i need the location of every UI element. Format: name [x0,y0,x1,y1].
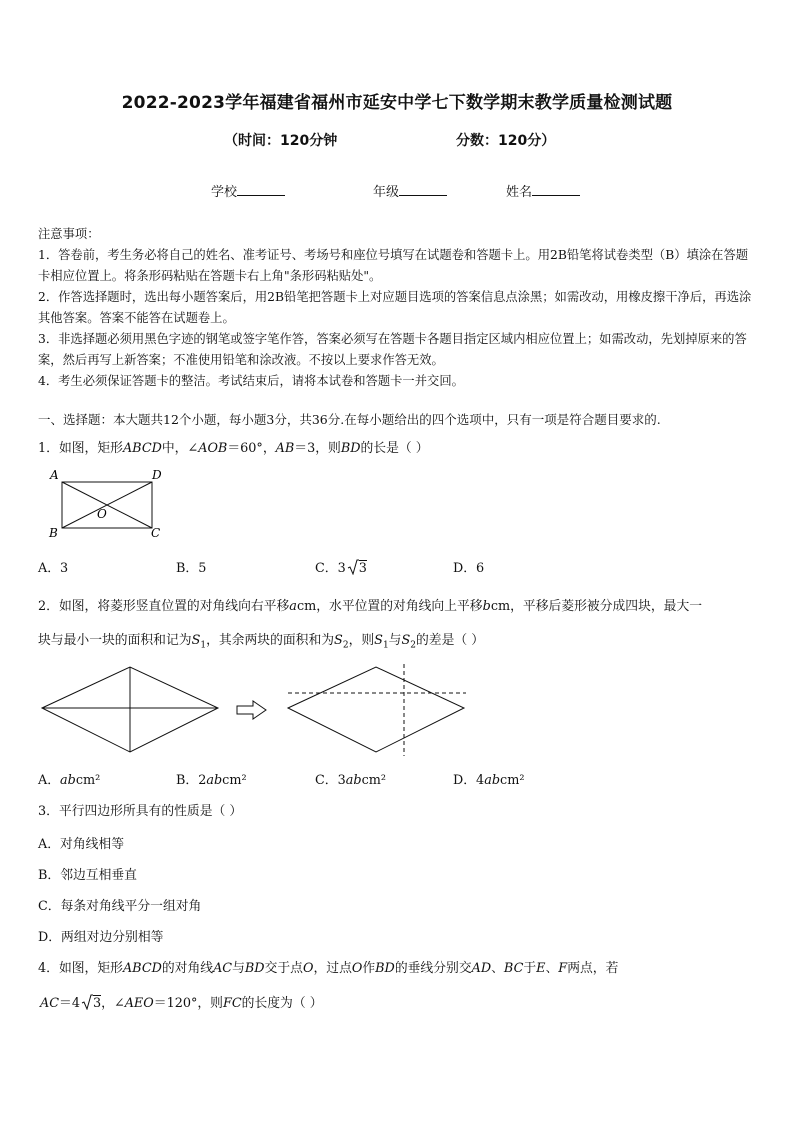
q4-var: AC [40,996,60,1011]
q4-var: BD [375,961,395,976]
q1-text: 1．如图，矩形 [38,441,123,456]
page-title: 2022-2023学年福建省福州市延安中学七下数学期末教学质量检测试题 [121,93,673,113]
label-b: B [49,526,58,540]
q4-text: 、 [491,961,504,976]
q2-option-var: ab [60,773,76,788]
q1-text: 中，∠ [161,441,199,456]
q1-var: BD [340,441,361,456]
q4-text: ＝120°，则 [153,996,223,1011]
name-label: 姓名 [506,185,533,200]
label-o: O [97,507,107,521]
q2-text: 的差是（ ） [415,633,485,648]
q4-text: 4．如图，矩形 [38,961,123,976]
name-blank [532,183,580,196]
notice-item-1: 1．答卷前，考生务必将自己的姓名、准考证号、考场号和座位号填写在试题卷和答题卡上。用2B铅笔将试卷类型（B）填涂在答题卡相应位置上。将条形码粘贴在答题卡右上角"条形码粘贴处"。 [38,248,749,283]
q2-option-b [176,769,247,788]
q4-var: O [351,961,363,976]
notice-heading: 注意事项： [38,227,100,241]
sqrt-sign [347,559,359,575]
section-heading: 一、选择题：本大题共12个小题，每小题3分，共36分.在每小题给出的四个选项中，只有一项是符合题目要求的. [38,412,661,427]
q4-var: BD [244,961,265,976]
q1-var: AB [275,441,295,456]
q4-text: 的对角线 [161,961,214,976]
q4-text: 与 [232,961,245,976]
q4-text: 、 [545,961,559,976]
q4-text: 两点，若 [567,961,619,976]
q2-option-var: ab [345,773,362,788]
q2-text: cm，平移后菱形被分成四块，最大一 [490,599,703,614]
q2-var: S [191,633,201,648]
q4-var: BC [503,961,524,976]
q4-var: AEO [124,996,154,1011]
q3-option-c: C．每条对角线平分一组对角 [38,899,202,914]
score-label: 分数：120分） [456,133,556,149]
q2-text: 2．如图，将菱形竖直位置的对角线向右平移 [38,599,290,614]
q2-option-unit: cm² [75,773,101,788]
label-d: D [152,468,162,482]
q4-text: ，∠ [101,996,125,1011]
q2-sub: 1 [200,640,207,651]
school-blank [237,183,285,196]
q1-option-c-radicand: 3 [358,561,367,576]
q1-rectangle-figure [40,464,180,542]
q4-text: 的垂线分别交 [394,961,472,976]
label-c: C [151,526,161,540]
q1-var: ABCD [122,441,162,456]
q2-var: a [289,599,297,614]
q2-var: b [482,599,491,614]
q4-text: 交于点 [264,961,303,976]
q1-stem [38,437,429,456]
q4-var: F [558,961,568,976]
q1-option-c-text: C．3 [315,561,346,576]
arrow-right-icon [237,701,266,719]
q3-option-a: A．对角线相等 [38,837,125,852]
q4-stem-line1 [38,957,618,976]
q3-stem: 3．平行四边形所具有的性质是（ ） [38,804,243,819]
q2-var: S [401,633,411,648]
grade-label: 年级 [373,185,400,200]
q4-stem-line2 [40,992,323,1011]
rhombus-translated [288,667,464,752]
q2-option-var: ab [206,773,223,788]
q2-sub: 1 [382,640,389,651]
q4-text: 于 [523,961,537,976]
q2-text: cm，水平位置的对角线向上平移 [296,599,483,614]
q4-var: O [302,961,314,976]
q2-option-text: A． [38,773,61,788]
q1-text: ＝60°， [227,441,276,456]
q4-var: AD [471,961,492,976]
q4-text: 作 [362,961,376,976]
q4-text: ＝4 [59,996,80,1011]
q2-var: S [334,633,343,648]
time-label: （时间：120分钟 [224,133,338,149]
q4-var: FC [222,996,242,1011]
q4-text: 的长度为（ ） [241,996,323,1011]
q1-option-b: B．5 [176,561,207,576]
notice-item-3: 3．非选择题必须用黑色字迹的钢笔或签字笔作答，答案必须写在答题卡各题目指定区域内相应位置上；如需改动，先划掉原来的答案，然后再写上新答案；不准使用铅笔和涂改液。不按以上要求作答无效。 [38,332,747,367]
q2-text: ，其余两块的面积和为 [206,633,335,648]
q2-sub: 2 [410,640,416,651]
school-field [211,181,285,200]
q2-stem-line2 [38,629,484,651]
label-a: A [50,468,59,482]
q1-option-a: A．3 [38,561,69,576]
q2-option-var: ab [484,773,501,788]
q2-option-a [38,769,100,788]
q3-option-d: D．两组对边分别相等 [38,930,164,945]
q4-text: ，过点 [313,961,352,976]
grade-blank [399,183,447,196]
q2-text: 块与最小一块的面积和记为 [38,633,192,648]
q1-var: AOB [198,441,228,456]
name-field [506,181,580,200]
q2-option-unit: cm² [361,773,386,788]
q2-option-unit: cm² [222,773,247,788]
sqrt-sign [81,994,93,1010]
q1-option-d: D．6 [453,561,485,576]
q4-radicand: 3 [93,996,102,1011]
notice-block [38,224,760,392]
notice-item-4: 4．考生必须保证答题卡的整洁。考试结束后，请将本试卷和答题卡一并交回。 [38,374,464,388]
q2-option-c [315,769,386,788]
q2-text: ，则 [348,633,375,648]
q2-option-text: B．2 [176,773,207,788]
q3-option-b: B．邻边互相垂直 [38,868,137,883]
q1-option-c [315,557,367,576]
q4-var: E [536,961,546,976]
q1-text: ＝3，则 [294,441,341,456]
q2-sub: 2 [342,640,349,651]
q2-text: 与 [388,633,402,648]
q2-stem-line1 [38,595,702,614]
q2-var: S [374,633,383,648]
school-label: 学校 [211,185,238,200]
q2-rhombus-figure [38,662,478,758]
notice-item-2: 2．作答选择题时，选出每小题答案后，用2B铅笔把答题卡上对应题目选项的答案信息点涂黑；如需改动，用橡皮擦干净后，再选涂其他答案。答案不能答在试题卷上。 [38,290,752,325]
grade-field [373,181,447,200]
q1-text: 的长是（ ） [360,441,429,456]
q2-option-d [453,769,524,788]
q2-option-text: D．4 [453,773,485,788]
q4-var: ABCD [122,961,162,976]
q2-option-unit: cm² [500,773,525,788]
q2-option-text: C．3 [315,773,346,788]
q4-var: AC [213,961,233,976]
